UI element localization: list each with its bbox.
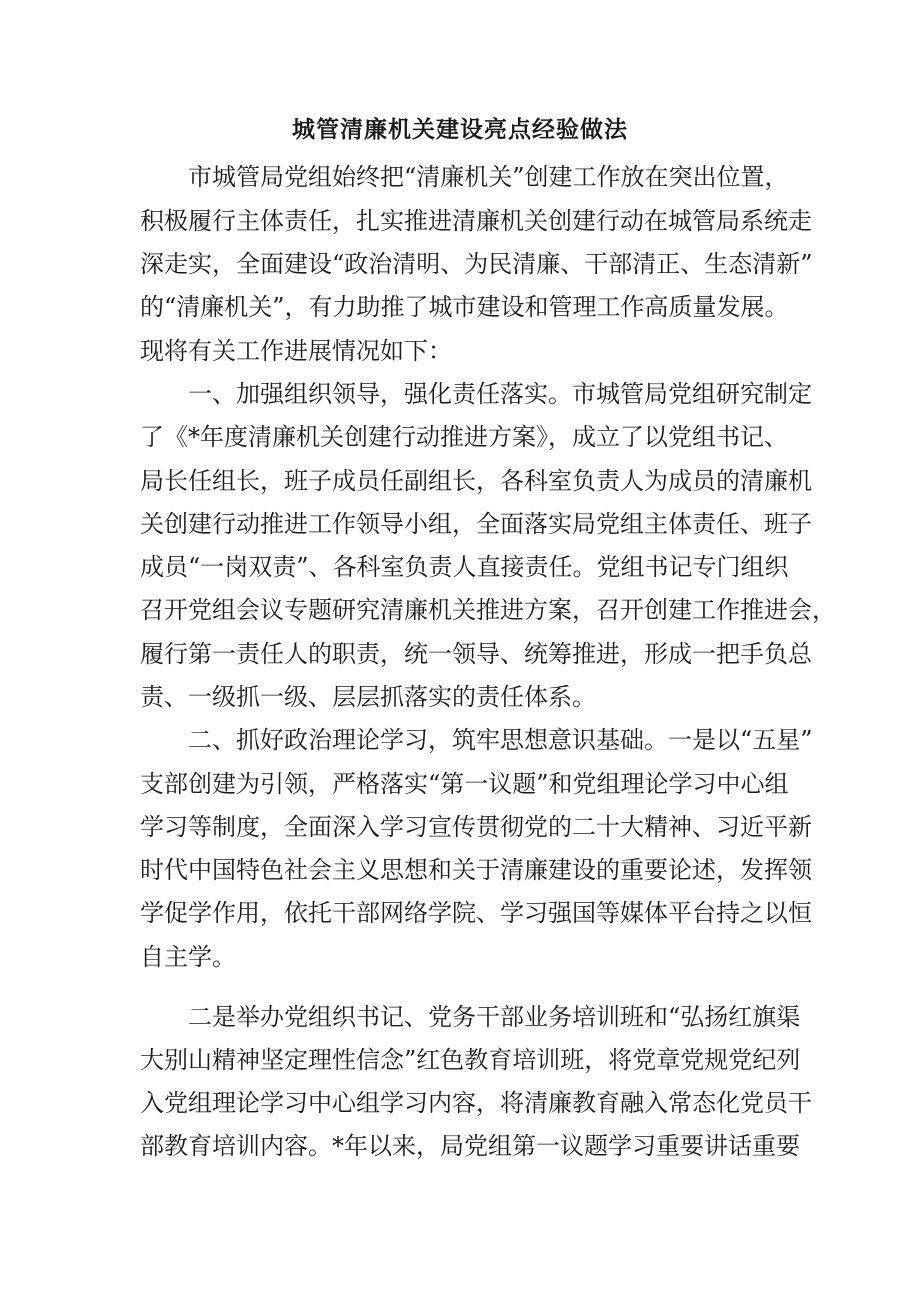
body-line: 自主学。 — [140, 943, 236, 971]
body-line: 二、抓好政治理论学习，筑牢思想意识基础。一是以“五星” — [140, 726, 813, 754]
body-line: 学促学作用，依托干部网络学院、学习强国等媒体平台持之以恒 — [140, 899, 812, 927]
document-title: 城管清廉机关建设亮点经验做法 — [292, 116, 628, 143]
body-line: 大别山精神坚定理性信念”红色教育培训班，将党章党规党纪列 — [140, 1046, 801, 1074]
body-line: 了《*年度清廉机关创建行动推进方案》，成立了以党组书记、 — [140, 423, 788, 451]
body-line: 关创建行动推进工作领导小组，全面落实局党组主体责任、班子 — [140, 510, 812, 538]
body-line: 的“清廉机关”，有力助推了城市建设和管理工作高质量发展。 — [140, 293, 789, 321]
body-line: 召开党组会议专题研究清廉机关推进方案，召开创建工作推进会， — [140, 596, 836, 624]
body-line: 责、一级抓一级、层层抓落实的责任体系。 — [140, 683, 596, 711]
body-line: 支部创建为引领，严格落实“第一议题”和党组理论学习中心组 — [140, 770, 789, 798]
body-line: 履行第一责任人的职责，统一领导、统筹推进，形成一把手负总 — [140, 640, 812, 668]
body-line: 市城管局党组始终把“清廉机关”创建工作放在突出位置， — [140, 163, 789, 191]
body-line: 二是举办党组织书记、党务干部业务培训班和“弘扬红旗渠 — [140, 1003, 801, 1031]
body-line: 成员“一岗双责”、各科室负责人直接责任。党组书记专门组织 — [140, 553, 789, 581]
body-line: 入党组理论学习中心组学习内容，将清廉教育融入常态化党员干 — [140, 1089, 812, 1117]
body-line: 时代中国特色社会主义思想和关于清廉建设的重要论述，发挥领 — [140, 856, 812, 884]
body-line: 现将有关工作进展情况如下： — [140, 337, 452, 365]
body-line: 局长任组长，班子成员任副组长，各科室负责人为成员的清廉机 — [140, 467, 812, 495]
body-line: 深走实，全面建设“政治清明、为民清廉、干部清正、生态清新” — [140, 250, 813, 278]
body-line: 一、加强组织领导，强化责任落实。市城管局党组研究制定 — [140, 380, 812, 408]
body-line: 积极履行主体责任，扎实推进清廉机关创建行动在城管局系统走 — [140, 207, 812, 235]
body-line: 部教育培训内容。*年以来，局党组第一议题学习重要讲话重要 — [140, 1132, 800, 1160]
body-line: 学习等制度，全面深入学习宣传贯彻党的二十大精神、习近平新 — [140, 813, 812, 841]
